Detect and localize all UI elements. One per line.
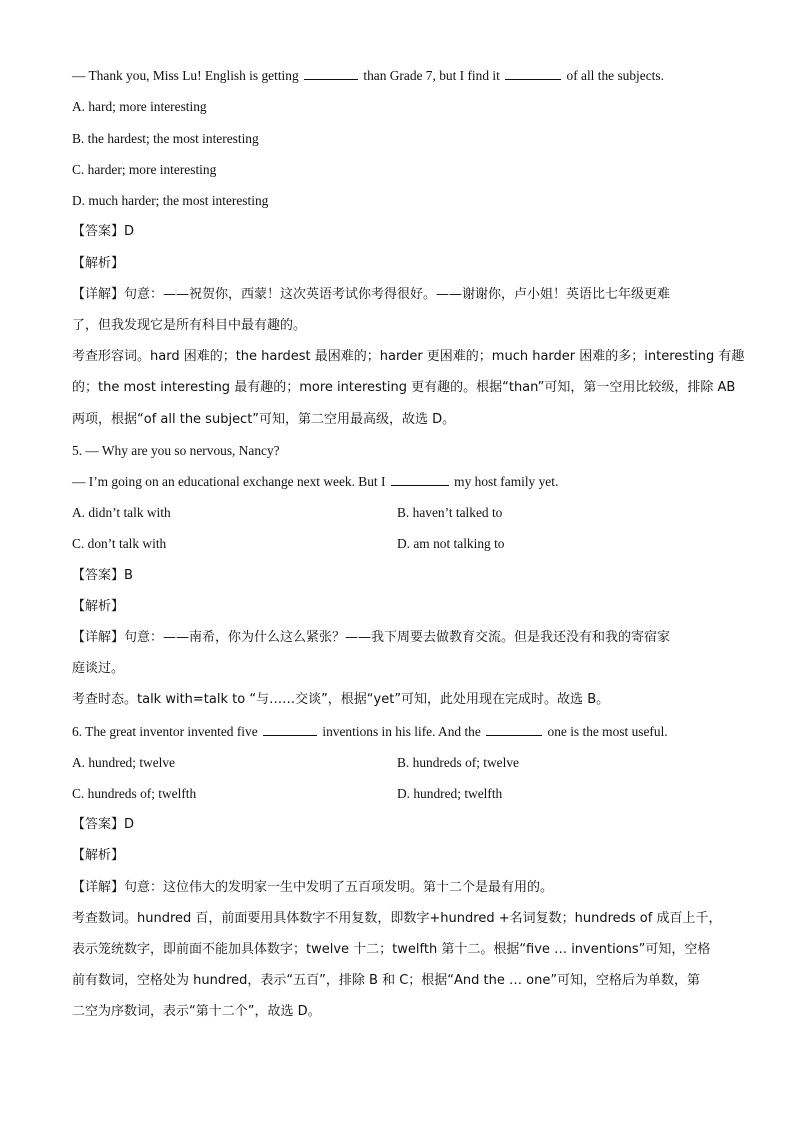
answer-blank — [505, 66, 561, 80]
q6-option-c: C. hundreds of; twelfth — [72, 786, 197, 801]
q4-stem-middle: than Grade 7, but I find it — [360, 68, 504, 83]
q4-option-b: B. the hardest; the most interesting — [72, 131, 259, 146]
q6-stem-after: one is the most useful. — [544, 724, 668, 739]
q6-stem — [72, 722, 668, 742]
q5-explanation-line: 考查时态。talk with=talk to “与……交谈”，根据“yet”可知，此处用现在完成时。故选 B。 — [72, 692, 610, 707]
q6-explanation-line: 前有数词，空格处为 hundred，表示“五百”，排除 B 和 C；根据“And the … one”可知，空格后为单数，第 — [72, 973, 701, 988]
q4-option-d: D. much harder; the most interesting — [72, 193, 269, 208]
q5-stem-after: my host family yet. — [450, 474, 559, 489]
q4-explanation-line: 两项，根据“of all the subject”可知，第二空用最高级，故选 D。 — [72, 412, 456, 427]
q5-stem-line2 — [72, 472, 558, 492]
q6-option-b: B. hundreds of; twelve — [397, 755, 519, 770]
q4-option-a: A. hard; more interesting — [72, 99, 207, 114]
q5-stem-line1: 5. — Why are you so nervous, Nancy? — [72, 443, 280, 458]
q5-stem-before: — I’m going on an educational exchange next week. But I — [72, 474, 389, 489]
q6-detail-line: 【详解】句意：这位伟大的发明家一生中发明了五百项发明。第十二个是最有用的。 — [72, 880, 554, 895]
q5-option-c: C. don’t talk with — [72, 536, 167, 551]
q4-answer: 【答案】D — [72, 224, 135, 239]
q4-detail-line: 【详解】句意：——祝贺你，西蒙！这次英语考试你考得很好。——谢谢你，卢小姐！英语比七年级更难 — [72, 287, 671, 302]
q4-explanation-line: 的；the most interesting 最有趣的；more interesting 更有趣的。根据“than”可知，第一空用比较级，排除 AB — [72, 380, 736, 395]
answer-blank — [304, 66, 358, 80]
q6-analysis-label: 【解析】 — [72, 848, 125, 863]
q6-explanation-line: 二空为序数词，表示“第十二个”，故选 D。 — [72, 1004, 321, 1019]
q4-detail-line: 了，但我发现它是所有科目中最有趣的。 — [72, 318, 307, 333]
q4-explanation-line: 考查形容词。hard 困难的；the hardest 最困难的；harder 更困难的；much harder 困难的多；interesting 有趣 — [72, 349, 745, 364]
q6-explanation-line: 表示笼统数字，即前面不能加具体数字；twelve 十二；twelfth 第十二。根据“five … inventions”可知，空格 — [72, 942, 711, 957]
q6-stem-middle: inventions in his life. And the — [319, 724, 485, 739]
q5-analysis-label: 【解析】 — [72, 599, 125, 614]
q5-option-d: D. am not talking to — [397, 536, 505, 551]
answer-blank — [391, 472, 449, 486]
q5-answer: 【答案】B — [72, 568, 133, 583]
q4-stem-before: — Thank you, Miss Lu! English is getting — [72, 68, 302, 83]
q4-analysis-label: 【解析】 — [72, 256, 125, 271]
q5-option-b: B. haven’t talked to — [397, 505, 503, 520]
q6-answer: 【答案】D — [72, 817, 135, 832]
q4-option-c: C. harder; more interesting — [72, 162, 217, 177]
q5-detail-line: 庭谈过。 — [72, 661, 125, 676]
q6-stem-before: 6. The great inventor invented five — [72, 724, 262, 739]
q5-option-a: A. didn’t talk with — [72, 505, 171, 520]
q4-stem — [72, 66, 664, 86]
q5-detail-line: 【详解】句意：——南希，你为什么这么紧张？——我下周要去做教育交流。但是我还没有和我的寄宿家 — [72, 630, 671, 645]
q6-option-d: D. hundred; twelfth — [397, 786, 503, 801]
answer-blank — [263, 722, 317, 736]
answer-blank — [486, 722, 542, 736]
q4-stem-after: of all the subjects. — [563, 68, 664, 83]
q6-option-a: A. hundred; twelve — [72, 755, 176, 770]
q6-explanation-line: 考查数词。hundred 百，前面要用具体数字不用复数，即数字+hundred +名词复数；hundreds of 成百上千， — [72, 911, 722, 926]
